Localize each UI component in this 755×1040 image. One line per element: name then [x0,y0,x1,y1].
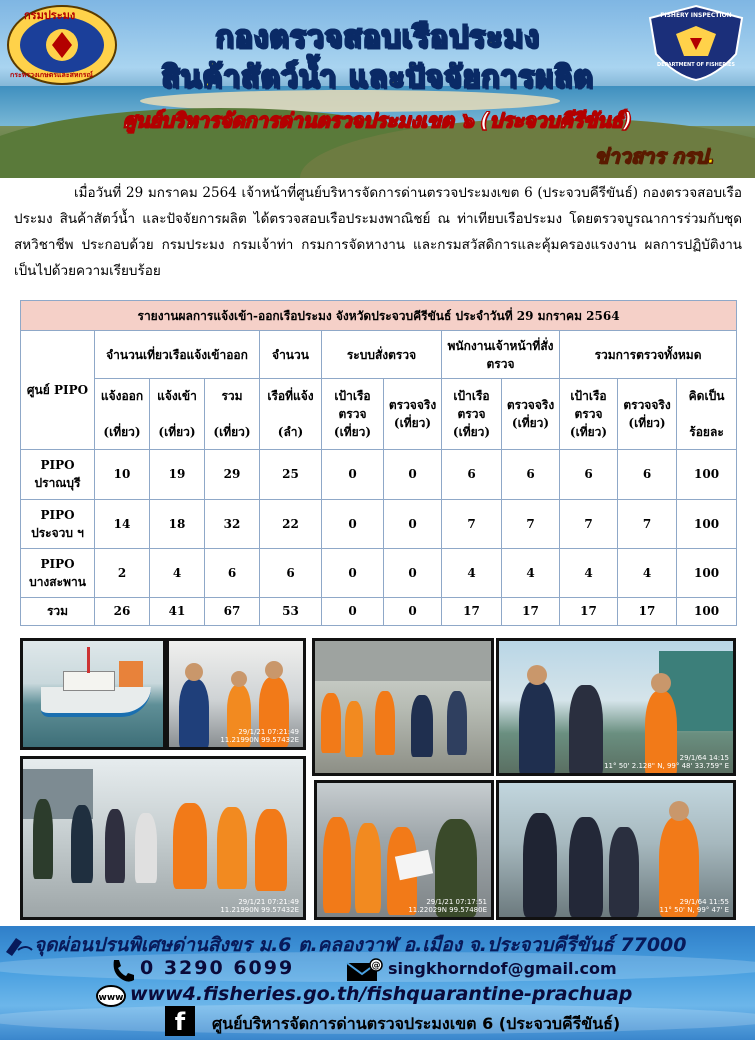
cell-in: 19 [150,450,205,499]
header-order-target: เป้าเรือ ตรวจ (เที่ยว) [322,379,384,450]
officer-figure [71,805,93,883]
banner-title-line2: สินค้าสัตว์น้ำ และปัจจัยการผลิต [161,60,594,95]
photo-pier-inspection [312,638,494,776]
officer-figure [33,799,53,879]
footer-email[interactable]: singkhorndof@gmail.com [388,959,617,978]
banner-title-line3: ศูนย์บริหารจัดการด่านตรวจประมงเขต ๖ (ประจวบคีรีขันธ์) [122,108,633,132]
photo-timestamp: 29/1/21 07:17:51 11.22029N 99.57480E [408,898,487,914]
crew-head [265,661,283,679]
photo-crew-interview [496,780,736,920]
warehouse-wall [315,641,491,681]
header-percent: คิดเป็น ร้อยละ [677,379,737,450]
officer-figure [105,809,125,883]
officer-figure [609,827,639,917]
footer-address: จุดผ่อนปรนพิเศษด่านสิงขร ม.6 ต.คลองวาฬ อ.เมือง จ.ประจวบคีรีขันธ์ 77000 [34,934,687,956]
cell-officer-actual: 7 [502,499,560,548]
cell-order-actual: 0 [384,499,442,548]
crew-life-vest [323,817,351,913]
officer-figure [447,691,467,755]
photo-crew-inspection [166,638,306,750]
cell-order-target: 0 [322,499,384,548]
header-total-actual: ตรวจจริง (เที่ยว) [618,379,677,450]
crew-life-vest [217,807,247,889]
cell-percent: 100 [677,548,737,597]
photo-fishing-boat [20,638,166,750]
cell-total-target: 4 [560,548,618,597]
footer-phone[interactable]: 0 3290 6099 [140,957,295,979]
crew-life-vest [355,823,381,913]
table-caption: รายงานผลการแจ้งเข้า-ออกเรือประมง จังหวัดประจวบคีรีขันธ์ ประจำวันที่ 29 มกราคม 2564 [21,301,737,331]
total-officer-actual: 17 [502,597,560,625]
boat-deck-cargo [119,661,143,687]
cell-out: 10 [95,450,150,499]
crew-life-vest [173,803,207,889]
cell-sum: 29 [205,450,260,499]
table-row [21,548,737,597]
header-officer-actual: ตรวจจริง (เที่ยว) [502,379,560,450]
total-officer-target: 17 [442,597,502,625]
svg-text:@: @ [371,961,381,971]
crew-head [651,673,671,693]
photo-timestamp: 29/1/21 07:21:49 11.21990N 99.57432E [220,898,299,914]
photo-boat-officers [496,638,736,776]
cell-order-target: 0 [322,450,384,499]
footer-facebook-page[interactable]: ศูนย์บริหารจัดการด่านตรวจประมงเขต 6 (ประจวบคีรีขันธ์) [212,1014,621,1033]
photo-timestamp: 29/1/64 11:55 11° 50' N, 99° 47' E [659,898,729,914]
total-in: 41 [150,597,205,625]
crew-life-vest [255,809,287,891]
cell-officer-actual: 6 [502,450,560,499]
header-total-target: เป้าเรือ ตรวจ (เที่ยว) [560,379,618,450]
cell-out: 2 [95,548,150,597]
banner-title-line1: กองตรวจสอบเรือประมง [215,20,540,55]
total-label: รวม [21,597,95,625]
header-sum: รวม (เที่ยว) [205,379,260,450]
header-banner [0,0,755,178]
cell-total-actual: 6 [618,450,677,499]
crew-head [669,801,689,821]
cell-total-target: 6 [560,450,618,499]
cell-total-target: 7 [560,499,618,548]
footer-website[interactable]: www4.fisheries.go.th/fishquarantine-prachuap [130,983,633,1005]
header-total-inspection: รวมการตรวจทั้งหมด [560,331,737,379]
cell-sum: 6 [205,548,260,597]
total-order-target: 0 [322,597,384,625]
officer-figure [411,695,433,757]
cell-total-actual: 7 [618,499,677,548]
row-center-name: PIPO ประจวบ ฯ [21,499,95,548]
cell-boats: 25 [260,450,322,499]
cell-order-actual: 0 [384,450,442,499]
logo-left-text-bottom: กระทรวงเกษตรและสหกรณ์ [10,71,93,79]
cell-officer-target: 4 [442,548,502,597]
logo-left-text-top: กรมประมง [24,9,76,22]
photo-timestamp: 29/1/21 07:21:49 11.21990N 99.57432E [220,728,299,744]
news-paragraph [14,180,742,284]
facebook-icon[interactable]: f [165,1006,195,1036]
officer-figure [569,817,603,917]
cell-out: 14 [95,499,150,548]
cell-order-target: 0 [322,548,384,597]
cell-officer-target: 7 [442,499,502,548]
cell-percent: 100 [677,499,737,548]
header-in: แจ้งเข้า (เที่ยว) [150,379,205,450]
row-center-name: PIPO ปราณบุรี [21,450,95,499]
table-row [21,450,737,499]
crew-life-vest [345,701,363,757]
officer-figure [179,679,209,749]
officer-figure [523,813,557,917]
email-icon [346,958,384,982]
cell-boats: 22 [260,499,322,548]
header-center: ศูนย์ PIPO [21,331,95,450]
total-total-target: 17 [560,597,618,625]
report-table [20,300,737,626]
photo-document-check [314,780,494,920]
phone-icon [108,958,136,984]
cell-total-actual: 4 [618,548,677,597]
header-officer-order: พนักงานเจ้าหน้าที่สั่งตรวจ [442,331,560,379]
www-globe-icon [96,984,126,1008]
header-officer-target: เป้าเรือ ตรวจ (เที่ยว) [442,379,502,450]
total-total-actual: 17 [618,597,677,625]
header-count: จำนวน [260,331,322,379]
svg-text:www: www [98,993,124,1003]
logo-right-text-bottom: DEPARTMENT OF FISHERIES [656,62,735,68]
table-row [21,499,737,548]
total-sum: 67 [205,597,260,625]
header-trips: จำนวนเที่ยวเรือแจ้งเข้าออก [95,331,260,379]
total-boats: 53 [260,597,322,625]
cell-order-actual: 0 [384,548,442,597]
boat-hull [41,687,151,717]
table-total-row [21,597,737,625]
header-out: แจ้งออก (เที่ยว) [95,379,150,450]
row-center-name: PIPO บางสะพาน [21,548,95,597]
cell-officer-actual: 4 [502,548,560,597]
total-percent: 100 [677,597,737,625]
news-paragraph-text: เมื่อวันที่ 29 มกราคม 2564 เจ้าหน้าที่ศูนย์บริหารจัดการด่านตรวจประมงเขต 6 (ประจวบคีรีขันธ์) กองตรวจสอบเรือประมง สินค้าสัตว์น้ำ และปัจจัยการผลิต ได้ตรวจสอบเรือประมงพาณิชย์ ณ ท่าเทียบเรือประมง โดยตรวจบูรณาการร่วมกับชุดสหวิชาชีพ ประกอบด้วย กรมประมง กรมเจ้าท่า กรมการจัดหางาน และกรมสวัสดิการและคุ้มครองแรงงาน ผลการปฏิบัติงานเป็นไปด้วยความเรียบร้อย [14,185,742,279]
photo-timestamp: 29/1/64 14:15 11° 50' 2.128" N, 99° 48' 33.759" E [604,754,729,770]
cell-in: 4 [150,548,205,597]
contact-footer [0,926,755,1040]
cell-percent: 100 [677,450,737,499]
crew-life-vest [375,691,395,755]
crew-figure [135,813,157,883]
envelope-pen-icon [4,932,34,956]
officer-head [185,663,203,681]
officer-figure [519,681,555,776]
header-boats: เรือที่แจ้ง (ลำ) [260,379,322,450]
cell-officer-target: 6 [442,450,502,499]
total-out: 26 [95,597,150,625]
crew-head [231,671,247,687]
header-order-system: ระบบสั่งตรวจ [322,331,442,379]
cell-sum: 32 [205,499,260,548]
banner-tagline: ข่าวสาร กรป. [594,144,715,168]
officer-head [527,665,547,685]
boat-cabin [63,671,115,691]
cell-boats: 6 [260,548,322,597]
cell-in: 18 [150,499,205,548]
officer-figure [569,685,603,776]
crew-life-vest [321,693,341,753]
logo-right-text-top: FISHERY INSPECTION [660,12,732,19]
boat-mast [87,647,90,673]
total-order-actual: 0 [384,597,442,625]
photo-crew-lineup [20,756,306,920]
header-order-actual: ตรวจจริง (เที่ยว) [384,379,442,450]
